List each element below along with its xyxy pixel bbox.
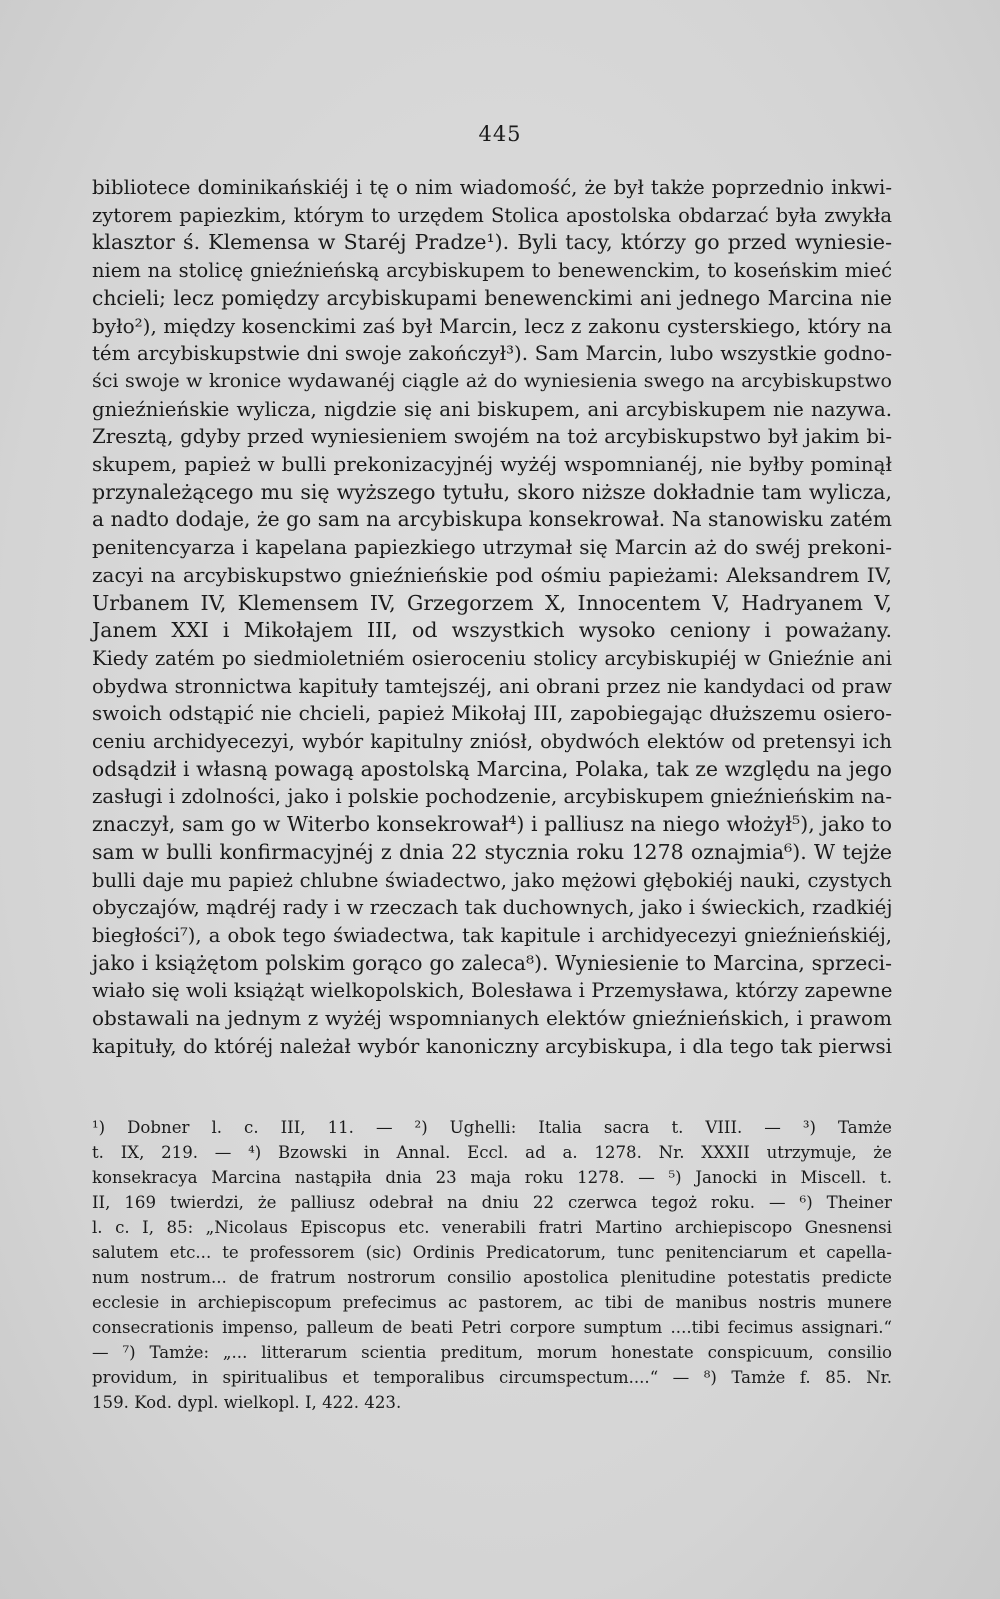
text-line: penitencyarza i kapelana papiezkiego utrzymał się Marcin aż do swéj prekoni- bbox=[92, 535, 892, 560]
footnote-line: — ⁷) Tamże: „... litterarum scientia preditum, morum honestate conspicuum, consilio bbox=[92, 1343, 892, 1362]
text-line: obydwa stronnictwa kapituły tamtejszéj, ani obrani przez nie kandydaci od praw bbox=[92, 674, 892, 698]
text-line: było²), między kosenckimi zaś był Marcin, lecz z zakonu cysterskiego, który na bbox=[92, 313, 892, 338]
text-line: klasztor ś. Klemensa w Staréj Pradze¹). Byli tacy, którzy go przed wyniesie- bbox=[92, 230, 892, 255]
text-line: ceniu archidyecezyi, wybór kapitulny zniósł, obydwóch elektów od pretensyi ich bbox=[92, 730, 892, 754]
text-line: Kiedy zatém po siedmioletniém osieroceniu stolicy arcybiskupiéj w Gnieźnie ani bbox=[92, 646, 892, 670]
text-line: jako i książętom polskim gorąco go zaleca⁸). Wyniesienie to Marcina, sprzeci- bbox=[92, 950, 892, 975]
footnote-line: consecrationis impenso, palleum de beati Petri corpore sumptum ....tibi fecimus assignari.“ bbox=[92, 1318, 892, 1337]
footnote-line: providum, in spiritualibus et temporalibus circumspectum....“ — ⁸) Tamże f. 85. Nr. bbox=[92, 1368, 892, 1387]
footnote-line: num nostrum... de fratrum nostrorum consilio apostolica plenitudine potestatis predicte bbox=[92, 1268, 892, 1287]
text-line: wiało się woli książąt wielkopolskich, Bolesława i Przemysława, którzy zapewne bbox=[92, 979, 893, 1003]
text-line: kapituły, do któréj należał wybór kanoniczny arcybiskupa, i dla tego tak pierwsi bbox=[92, 1034, 892, 1058]
footnote-line: salutem etc... te professorem (sic) Ordinis Predicatorum, tunc penitenciarum et capella- bbox=[92, 1243, 892, 1262]
footnote-line: t. IX, 219. — ⁴) Bzowski in Annal. Eccl. ad a. 1278. Nr. XXXII utrzymuje, że bbox=[92, 1143, 892, 1162]
text-line: Zresztą, gdyby przed wyniesieniem swojém na toż arcybiskupstwo był jakim bi- bbox=[92, 425, 892, 449]
text-line: Urbanem IV, Klemensem IV, Grzegorzem X, Innocentem V, Hadryanem V, bbox=[92, 590, 892, 615]
text-line: skupem, papież w bulli prekonizacyjnéj wyżéj wspomnianéj, nie byłby pominął bbox=[92, 452, 892, 477]
text-line: tém arcybiskupstwie dni swoje zakończył³). Sam Marcin, lubo wszystkie godno- bbox=[92, 342, 892, 366]
text-line: ści swoje w kronice wydawanéj ciągle aż do wyniesienia swego na arcybiskupstwo bbox=[92, 369, 892, 392]
footnote-line: l. c. I, 85: „Nicolaus Episcopus etc. venerabili fratri Martino archiepiscopo Gnesnensi bbox=[92, 1218, 892, 1237]
footnote-line: 159. Kod. dypl. wielkopl. I, 422. 423. bbox=[92, 1393, 402, 1412]
text-line: znaczył, sam go w Witerbo konsekrował⁴) i palliusz na niego włożył⁵), jako to bbox=[92, 812, 892, 837]
footnote-line: konsekracya Marcina nastąpiła dnia 23 maja roku 1278. — ⁵) Janocki in Miscell. t. bbox=[92, 1168, 892, 1187]
page-number: 445 bbox=[478, 122, 522, 146]
text-line: odsądził i własną powagą apostolską Marcina, Polaka, tak ze względu na jego bbox=[92, 756, 892, 781]
footnote-line: II, 169 twierdzi, że palliusz odebrał na dniu 22 czerwca tegoż roku. — ⁶) Theiner bbox=[92, 1193, 892, 1212]
text-line: biegłości⁷), a obok tego świadectwa, tak kapitule i archidyecezyi gnieźnieńskiéj, bbox=[92, 923, 892, 947]
text-line: swoich odstąpić nie chcieli, papież Mikołaj III, zapobiegając dłuższemu osiero- bbox=[92, 701, 892, 726]
text-line: Janem XXI i Mikołajem III, od wszystkich wysoko ceniony i poważany. bbox=[92, 618, 892, 643]
footnote-line: ¹) Dobner l. c. III, 11. — ²) Ughelli: Italia sacra t. VIII. — ³) Tamże bbox=[92, 1118, 892, 1137]
text-line: sam w bulli konfirmacyjnéj z dnia 22 stycznia roku 1278 oznajmia⁶). W tejże bbox=[92, 839, 892, 864]
main-text bbox=[92, 174, 892, 1061]
text-line: a nadto dodaje, że go sam na arcybiskupa konsekrował. Na stanowisku zatém bbox=[92, 507, 892, 532]
text-line: zytorem papiezkim, którym to urzędem Stolica apostolska obdarzać była zwykła bbox=[92, 203, 892, 227]
text-line: obstawali na jednym z wyżéj wspomnianych elektów gnieźnieńskich, i prawom bbox=[92, 1006, 892, 1031]
text-line: chcieli; lecz pomiędzy arcybiskupami benewenckimi ani jednego Marcina nie bbox=[92, 285, 892, 310]
text-line: zasługi i zdolności, jako i polskie pochodzenie, arcybiskupem gnieźnieńskim na- bbox=[92, 785, 892, 809]
text-line: bibliotece dominikańskiéj i tę o nim wiadomość, że był także poprzednio inkwi- bbox=[92, 176, 892, 199]
text-line: gnieźnieńskie wylicza, nigdzie się ani biskupem, ani arcybiskupem nie nazywa. bbox=[92, 397, 892, 421]
footnotes bbox=[92, 1115, 892, 1415]
text-line: zacyi na arcybiskupstwo gnieźnieńskie pod ośmiu papieżami: Aleksandrem IV, bbox=[92, 562, 892, 587]
text-line: niem na stolicę gnieźnieńską arcybiskupem to benewenckim, to koseńskim mieć bbox=[92, 259, 892, 283]
text-line: przynależącego mu się wyższego tytułu, skoro niższe dokładnie tam wylicza, bbox=[92, 479, 892, 504]
footnote-line: ecclesie in archiepiscopum prefecimus ac pastorem, ac tibi de manibus nostris munere bbox=[92, 1293, 892, 1312]
text-line: obyczajów, mądréj rady i w rzeczach tak duchownych, jako i świeckich, rzadkiéj bbox=[92, 896, 893, 920]
text-line: bulli daje mu papież chlubne świadectwo, jako mężowi głębokiéj nauki, czystych bbox=[92, 868, 892, 892]
